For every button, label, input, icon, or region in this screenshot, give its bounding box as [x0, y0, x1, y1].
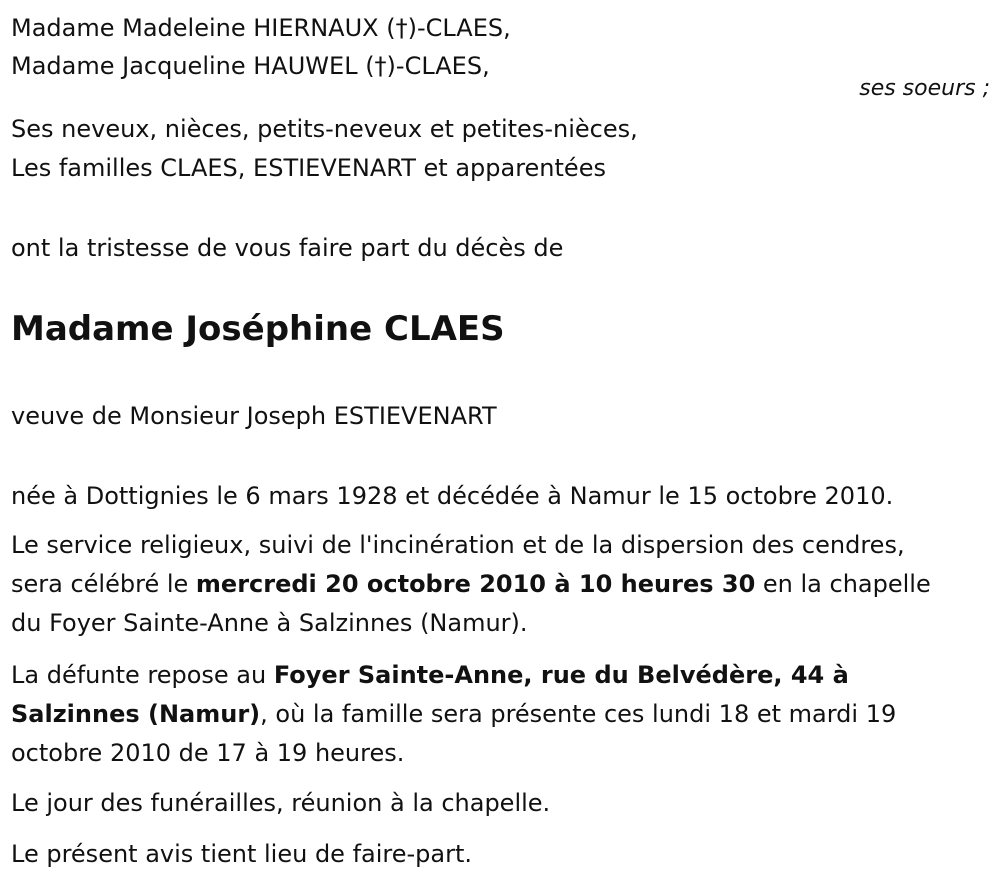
repose-intro: La défunte repose au [11, 661, 274, 689]
service-datetime: mercredi 20 octobre 2010 à 10 heures 30 [195, 570, 756, 598]
sisters-label: ses soeurs ; [859, 76, 990, 101]
sister-line-2: Madame Jacqueline HAUWEL (†)-CLAES, [11, 52, 490, 80]
closing-note: Le présent avis tient lieu de faire-part. [11, 840, 473, 868]
repose-paragraph [11, 656, 991, 773]
repose-location-2: Salzinnes (Namur) [11, 700, 261, 728]
repose-line-1 [11, 656, 991, 695]
service-line-1: Le service religieux, suivi de l'incinération et de la dispersion des cendres, [11, 531, 905, 559]
service-place-1: en la chapelle [755, 570, 931, 598]
relatives-line-1: Ses neveux, nièces, petits-neveux et petites-nièces, [11, 115, 638, 143]
relatives-line-2: Les familles CLAES, ESTIEVENART et apparentées [11, 154, 606, 182]
birth-death-line: née à Dottignies le 6 mars 1928 et décédée à Namur le 15 octobre 2010. [11, 482, 894, 510]
announcement-text: ont la tristesse de vous faire part du décès de [11, 234, 564, 262]
service-paragraph [11, 526, 991, 643]
service-intro-2: sera célébré le [11, 570, 196, 598]
service-line-3: du Foyer Sainte-Anne à Salzinnes (Namur). [11, 609, 528, 637]
service-line-2 [11, 565, 991, 604]
repose-location-1: Foyer Sainte-Anne, rue du Belvédère, 44 à [273, 661, 849, 689]
repose-line-3: octobre 2010 de 17 à 19 heures. [11, 739, 405, 767]
sister-line-1: Madame Madeleine HIERNAUX (†)-CLAES, [11, 14, 511, 42]
funeral-note: Le jour des funérailles, réunion à la chapelle. [11, 789, 551, 817]
repose-visiting-1: , où la famille sera présente ces lundi 18 et mardi 19 [260, 700, 897, 728]
deceased-name: Madame Joséphine CLAES [11, 309, 505, 349]
widow-of-line: veuve de Monsieur Joseph ESTIEVENART [11, 402, 497, 430]
repose-line-2 [11, 695, 991, 734]
